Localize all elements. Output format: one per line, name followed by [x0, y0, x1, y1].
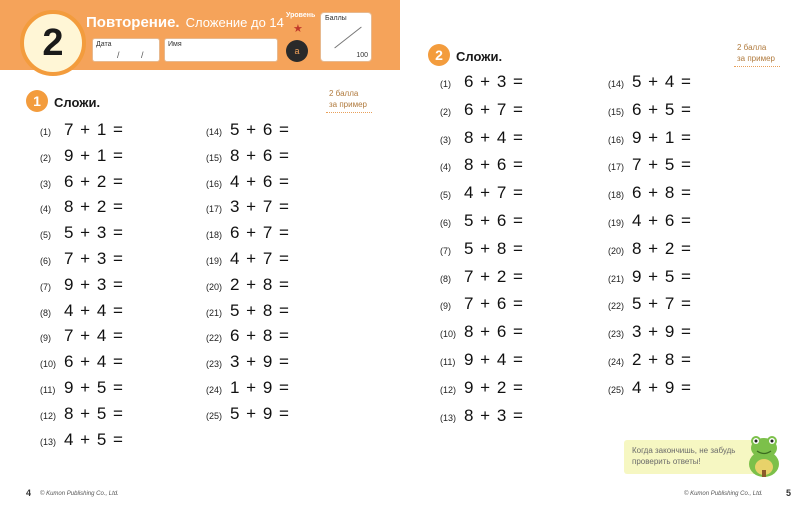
problem-number: (8) — [40, 307, 51, 318]
problem-number: (7) — [440, 245, 451, 256]
problem-number: (2) — [40, 152, 51, 163]
problem-item — [206, 301, 290, 321]
problem-item — [40, 172, 124, 192]
problem-expression: 4 + 7 = — [230, 249, 290, 268]
right-page-number: 5 — [786, 488, 792, 498]
problem-item — [608, 183, 692, 203]
problem-expression: 3 + 7 = — [230, 197, 290, 217]
page-title — [86, 14, 284, 31]
problem-expression: 9 + 3 = — [64, 274, 124, 294]
section-2-title: Сложи. — [456, 49, 503, 64]
problem-expression: 8 + 2 = — [632, 238, 692, 258]
problem-item — [206, 378, 290, 398]
problem-expression: 9 + 1 = — [64, 145, 124, 165]
problem-number: (21) — [608, 273, 625, 284]
section-2-number: 2 — [428, 44, 450, 66]
problem-item — [206, 249, 290, 269]
problem-number: (18) — [206, 230, 223, 241]
problem-expression: 6 + 8 = — [230, 326, 290, 346]
problem-expression: 6 + 8 = — [632, 183, 692, 203]
problem-expression: 2 + 8 = — [632, 350, 692, 369]
problem-number: (17) — [206, 204, 223, 215]
reminder-line-2: проверить ответы! — [632, 457, 701, 466]
problem-expression: 6 + 2 = — [64, 171, 124, 191]
date-label: Дата — [96, 41, 112, 48]
problem-item — [40, 326, 124, 346]
problem-expression: 5 + 8 = — [230, 300, 290, 320]
problem-item — [206, 197, 290, 217]
problem-number: (4) — [40, 204, 51, 215]
problem-number: (5) — [40, 230, 51, 241]
section-1-title: Сложи. — [54, 95, 101, 110]
problem-expression: 4 + 7 = — [464, 183, 524, 203]
problem-expression: 9 + 1 = — [632, 127, 692, 147]
problem-number: (23) — [206, 359, 223, 370]
problem-item — [40, 146, 124, 166]
unit-number-badge — [20, 10, 86, 76]
problem-item — [608, 378, 692, 398]
problem-item — [440, 294, 524, 314]
problem-number: (4) — [440, 162, 451, 173]
problem-expression: 2 + 8 = — [230, 274, 290, 294]
problem-item — [206, 146, 290, 166]
problem-item — [40, 404, 124, 424]
problem-item — [608, 267, 692, 287]
problem-item — [206, 120, 290, 140]
problem-number: (12) — [40, 410, 57, 421]
problem-item — [440, 211, 524, 231]
problem-expression: 7 + 3 = — [64, 249, 124, 268]
problem-item — [440, 378, 524, 398]
problem-number: (7) — [40, 281, 51, 292]
level-label: Уровень — [286, 12, 316, 19]
right-copyright: © Kumon Publishing Co., Ltd. — [684, 491, 763, 497]
problem-item — [440, 72, 524, 92]
problem-expression: 6 + 3 = — [464, 72, 524, 91]
problem-number: (10) — [440, 329, 457, 340]
problem-expression: 7 + 6 = — [464, 294, 524, 314]
problem-number: (16) — [608, 134, 625, 145]
problem-item — [608, 294, 692, 314]
problem-item — [440, 322, 524, 342]
problem-number: (10) — [40, 359, 57, 370]
problem-expression: 5 + 4 = — [632, 72, 692, 91]
problem-number: (17) — [608, 162, 625, 173]
problem-item — [40, 275, 124, 295]
problem-number: (11) — [40, 385, 56, 395]
section-1-points — [329, 88, 367, 110]
name-label: Имя — [168, 41, 182, 48]
left-page-number: 4 — [26, 488, 32, 498]
problem-number: (25) — [206, 410, 223, 421]
points-line-2: за пример — [329, 100, 367, 109]
problem-number: (21) — [206, 307, 223, 318]
problem-expression: 3 + 9 = — [230, 352, 290, 372]
problem-expression: 7 + 4 = — [64, 326, 124, 346]
problem-expression: 9 + 5 = — [64, 378, 124, 397]
problem-expression: 7 + 5 = — [632, 155, 692, 175]
problem-item — [206, 326, 290, 346]
problem-number: (15) — [206, 152, 223, 163]
problem-number: (5) — [440, 190, 451, 201]
score-box[interactable] — [320, 12, 372, 62]
problem-number: (6) — [40, 256, 51, 266]
problem-item — [40, 223, 124, 243]
left-copyright: © Kumon Publishing Co., Ltd. — [40, 491, 119, 497]
problem-number: (3) — [440, 134, 451, 145]
problem-item — [608, 239, 692, 259]
problem-expression: 9 + 4 = — [464, 350, 524, 369]
problem-item — [40, 120, 124, 140]
problem-number: (23) — [608, 329, 625, 340]
problem-item — [40, 249, 124, 269]
problem-item — [206, 172, 290, 192]
date-slash-1: / — [117, 50, 120, 60]
problem-item — [440, 128, 524, 148]
points-line-1: 2 балла — [329, 89, 359, 98]
problem-item — [206, 404, 290, 424]
problem-number: (11) — [440, 357, 456, 367]
problem-item — [440, 350, 524, 370]
problem-number: (2) — [440, 106, 451, 117]
problem-expression: 8 + 6 = — [464, 155, 524, 175]
problem-expression: 5 + 9 = — [230, 403, 290, 423]
problem-item — [440, 100, 524, 120]
problem-expression: 8 + 6 = — [464, 322, 524, 342]
problem-expression: 4 + 9 = — [632, 377, 692, 397]
problem-number: (3) — [40, 178, 51, 189]
problem-expression: 4 + 4 = — [64, 300, 124, 320]
problem-item — [608, 128, 692, 148]
problem-number: (12) — [440, 384, 457, 395]
problem-item — [608, 100, 692, 120]
problem-item — [40, 301, 124, 321]
problem-expression: 6 + 7 = — [230, 223, 290, 243]
problem-expression: 7 + 1 = — [64, 120, 124, 139]
section-1-number: 1 — [26, 90, 48, 112]
problem-item — [206, 352, 290, 372]
problem-item — [608, 211, 692, 231]
problem-expression: 5 + 8 = — [464, 238, 524, 258]
problem-expression: 8 + 4 = — [464, 127, 524, 147]
problem-number: (22) — [206, 333, 223, 344]
problem-item — [608, 322, 692, 342]
date-field[interactable] — [92, 38, 160, 62]
problem-number: (19) — [608, 218, 625, 228]
problem-item — [40, 352, 124, 372]
problem-expression: 6 + 5 = — [632, 99, 692, 119]
problem-expression: 4 + 6 = — [230, 171, 290, 191]
problem-expression: 4 + 6 = — [632, 211, 692, 230]
problem-item — [608, 350, 692, 370]
problem-item — [206, 223, 290, 243]
problem-expression: 9 + 2 = — [464, 377, 524, 397]
points-underline — [734, 66, 780, 67]
problem-expression: 1 + 9 = — [230, 378, 290, 397]
problem-number: (24) — [206, 385, 223, 395]
problem-item — [440, 183, 524, 203]
date-slash-2: / — [141, 50, 144, 60]
score-slash-line — [334, 27, 361, 49]
problem-expression: 5 + 7 = — [632, 294, 692, 314]
problem-expression: 8 + 6 = — [230, 145, 290, 165]
problem-expression: 8 + 2 = — [64, 197, 124, 217]
score-max: 100 — [356, 52, 368, 59]
problem-number: (1) — [40, 127, 51, 137]
problem-number: (24) — [608, 357, 625, 367]
problem-expression: 5 + 3 = — [64, 223, 124, 243]
problem-expression: 8 + 5 = — [64, 403, 124, 423]
reminder-line-1: Когда закончишь, не забудь — [632, 446, 736, 455]
star-icon: ★ — [293, 23, 303, 35]
problem-item — [608, 155, 692, 175]
problem-item — [40, 430, 124, 450]
problem-number: (19) — [206, 256, 223, 266]
problem-number: (9) — [40, 333, 51, 344]
unit-number: 2 — [42, 21, 64, 64]
level-badge: a — [286, 40, 308, 62]
problem-item — [608, 72, 692, 92]
problem-number: (13) — [440, 412, 457, 423]
points-underline — [326, 112, 372, 113]
problem-item — [440, 406, 524, 426]
problem-expression: 8 + 3 = — [464, 405, 524, 425]
problem-number: (8) — [440, 273, 451, 284]
problem-number: (14) — [608, 79, 625, 89]
problem-item — [206, 275, 290, 295]
problem-expression: 5 + 6 = — [464, 211, 524, 230]
problem-expression: 4 + 5 = — [64, 429, 124, 449]
problem-expression: 6 + 4 = — [64, 352, 124, 372]
score-label: Баллы — [325, 15, 347, 22]
points-line-1: 2 балла — [737, 43, 767, 52]
problem-number: (22) — [608, 301, 625, 312]
section-2-points — [737, 42, 775, 64]
problem-expression: 5 + 6 = — [230, 120, 290, 139]
problem-expression: 3 + 9 = — [632, 322, 692, 342]
frog-icon — [744, 434, 784, 478]
problem-expression: 6 + 7 = — [464, 99, 524, 119]
problem-item — [440, 267, 524, 287]
problem-number: (18) — [608, 190, 625, 201]
problem-number: (6) — [440, 218, 451, 228]
problem-item — [440, 239, 524, 259]
name-field[interactable] — [164, 38, 278, 62]
problem-item — [440, 155, 524, 175]
problem-number: (1) — [440, 79, 451, 89]
title-text: Повторение. — [86, 14, 180, 31]
problem-expression: 7 + 2 = — [464, 266, 524, 286]
problem-number: (20) — [206, 281, 223, 292]
subtitle-text: Сложение до 14 — [185, 15, 284, 30]
problem-number: (25) — [608, 384, 625, 395]
problem-number: (15) — [608, 106, 625, 117]
problem-item — [40, 378, 124, 398]
problem-number: (16) — [206, 178, 223, 189]
problem-number: (14) — [206, 127, 223, 137]
problem-number: (20) — [608, 245, 625, 256]
problem-number: (9) — [440, 301, 451, 312]
problem-expression: 9 + 5 = — [632, 266, 692, 286]
problem-item — [40, 197, 124, 217]
points-line-2: за пример — [737, 54, 775, 63]
problem-number: (13) — [40, 436, 57, 447]
